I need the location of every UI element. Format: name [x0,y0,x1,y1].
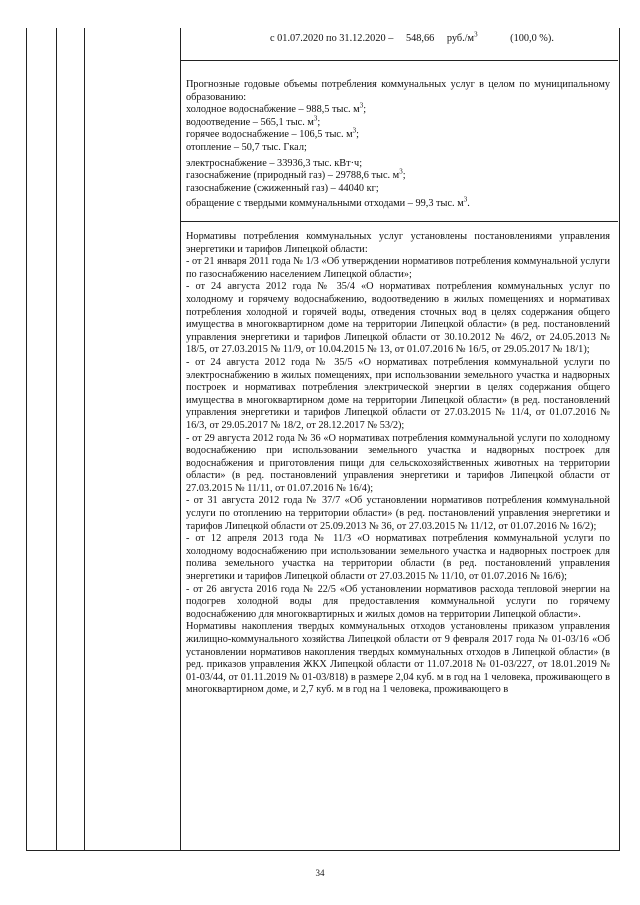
forecast-item-text: газоснабжение (сжиженный газ) – 44040 кг; [186,182,379,194]
forecast-item-sup: 3 [463,195,468,204]
tariff-row [270,30,564,44]
forecast-item-text: газоснабжение (природный газ) – 29788,6 тыс. м [186,170,400,182]
forecast-item-tail: ; [317,116,321,128]
forecast-list [186,101,610,211]
forecast-item-tail: ; [356,129,360,141]
page-number: 34 [315,868,325,878]
norms-paragraph: - от 31 августа 2012 года № 37/7 «Об установлении нормативов потребления коммунальной услуги по отоплению на территории области» (в ред. постановлений управления энергетики и тарифов Липецкой области от 25.09.2013 № 36, от 27.03.2015 № 11/12, от 01.07.2016 № 16/2); [186,495,610,532]
norms-paragraph: - от 24 августа 2012 года № 35/4 «О нормативах потребления коммунальных услуг по холодному и горячему водоснабжению, водоотведению в жилых помещениях и нормативах потребления холодной и горячей воды, отведения сточных вод в целях содержания общего имущества в многоквартирном доме на территории Липецкой области» (в ред. постановлений управления энергетики и тарифов Липецкой области от 30.10.2012 № 46/2, от 24.05.2013 № 18/5, от 27.03.2015 № 11/9, от 10.04.2015 № 13, от 01.07.2016 № 16/5, от 29.05.2017 № 18/1); [186,281,610,356]
row-divider [180,60,618,61]
norms-cell [186,231,610,697]
forecast-item [186,126,610,142]
forecast-item-sup: 3 [352,126,357,135]
forecast-item-sup: 3 [359,101,364,110]
forecast-item-tail: ; [363,104,367,116]
norms-list [186,231,610,697]
column-divider [84,28,85,850]
norms-paragraph: - от 21 января 2011 года № 1/3 «Об утверждении нормативов потребления коммунальной услуги по газоснабжению населением Липецкой области»; [186,256,610,280]
tariff-period: с 01.07.2020 по 31.12.2020 – [270,33,394,44]
norms-paragraph: - от 26 августа 2016 года № 22/5 «Об установлении нормативов расхода тепловой энергии на подогрев холодной воды для предоставления коммунальной услуги по горячему водоснабжению для многоквартирных и жилых домов на территории Липецкой области». [186,583,610,620]
forecast-item [186,183,610,196]
forecast-cell [186,79,610,211]
row-divider [180,221,618,222]
norms-intro: Нормативы потребления коммунальных услуг установлены постановлениями управления энергетики и тарифов Липецкой области: [186,231,610,255]
forecast-item-text: водоотведение – 565,1 тыс. м [186,116,314,128]
forecast-item-tail: ; [402,170,406,182]
forecast-item-text: электроснабжение – 33936,3 тыс. кВт·ч; [186,157,363,169]
forecast-item-sup: 3 [399,167,403,176]
tariff-price: 548,66 [405,33,435,44]
tariff-unit [446,30,478,44]
forecast-item-tail: . [467,198,470,210]
forecast-item [186,195,610,211]
forecast-item [186,114,610,130]
forecast-item-text: горячее водоснабжение – 106,5 тыс. м [186,129,353,141]
forecast-item [186,158,610,171]
column-divider [180,28,181,850]
norms-paragraph: - от 29 августа 2012 года № 36 «О нормативах потребления коммунальной услуги по холодному водоснабжению при использовании земельного участка и надворных построек для водоснабжения и приготовления пищи для сельскохозяйственных животных на территории области» (в ред. постановлений управления энергетики и тарифов Липецкой области от 27.03.2015 № 11/11, от 01.07.2016 № 16/4); [186,432,610,494]
forecast-item [186,142,610,155]
norms-paragraph: Нормативы накопления твердых коммунальных отходов установлены приказом управления жилищно-коммунального хозяйства Липецкой области от 9 февраля 2017 года № 01-03/16 «Об установлении нормативов накопления твердых коммунальных отходов в Липецкой области» (в ред. приказов управления ЖКХ Липецкой области от 11.07.2018 № 01-03/227, от 18.01.2019 № 01-03/44, от 01.11.2019 № 01-03/818) в размере 2,04 куб. м в год на 1 человека, проживающего в многоквартирном доме, и 2,7 куб. м в год на 1 человека, проживающего в [186,621,610,696]
forecast-item [186,167,610,183]
column-divider [56,28,57,850]
tariff-unit-text: руб./м [446,33,475,44]
tariff-percent: (100,0 %). [510,33,554,44]
forecast-item [186,101,610,117]
forecast-intro: Прогнозные годовые объемы потребления коммунальных услуг в целом по муниципальному образованию: [186,79,610,103]
forecast-item-sup: 3 [313,114,318,123]
norms-paragraph: - от 12 апреля 2013 года № 11/3 «О нормативах потребления коммунальной услуги по холодному водоснабжению при использовании земельного участка и надворных построек для полива земельного участка на территории области (в ред. постановлений управления энергетики и тарифов Липецкой области от 27.03.2015 № 11/10, от 01.07.2016 № 16/6); [186,533,610,583]
forecast-item-text: отопление – 50,7 тыс. Гкал; [186,141,307,153]
forecast-item-text: холодное водоснабжение – 988,5 тыс. м [186,104,360,116]
tariff-unit-sup: 3 [474,30,478,39]
norms-paragraph: - от 24 августа 2012 года № 35/5 «О нормативах потребления коммунальной услуги по электроснабжению в жилых помещениях, при использовании земельного участка и надворных построек и нормативах потребления электрической энергии в целях содержания общего имущества в многоквартирном доме на территории Липецкой области» (в ред. постановлений управления энергетики и тарифов Липецкой области от 27.03.2015 № 11/4, от 01.07.2016 № 16/3, от 29.05.2017 № 18/2, от 28.12.2017 № 53/2); [186,356,610,431]
forecast-item-text: обращение с твердыми коммунальными отходами – 99,3 тыс. м [186,198,464,210]
